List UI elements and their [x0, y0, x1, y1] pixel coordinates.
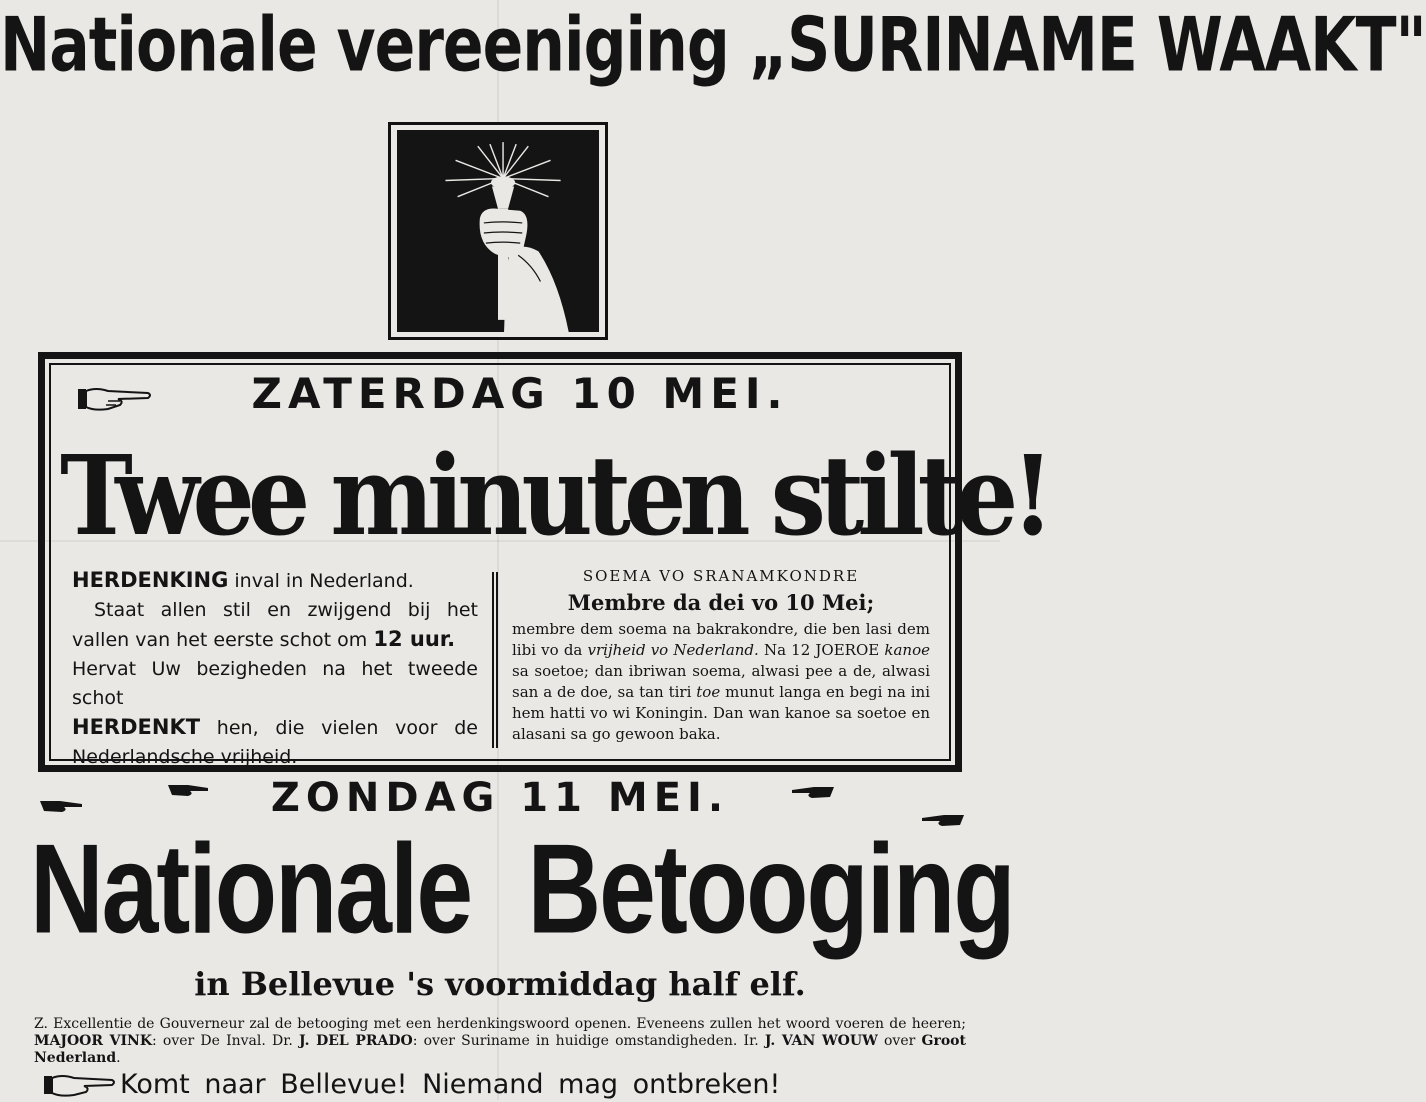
- sunday-date: ZONDAG 11 MEI.: [270, 775, 730, 821]
- commemoration-remember-bold: HERDENKT: [72, 715, 201, 739]
- sunday-program: Z. Excellentie de Gouverneur zal de betooging met een herdenkingswoord openen. Eveneens zullen het woord voeren de heeren; MAJOOR VINK: over De Inval. Dr. J. DEL PRADO: over Suriname in huidige omstandigheden. Ir. J. VAN WOUW over Groot Nederland.: [34, 1016, 966, 1066]
- commemoration-dutch-text: [72, 566, 478, 772]
- torch-hand-icon: [388, 122, 608, 340]
- closing-call: Komt naar Bellevue! Niemand mag ontbreken!: [120, 1069, 781, 1100]
- speaker-name: MAJOOR VINK: [34, 1033, 152, 1049]
- sunday-location: in Bellevue 's voormiddag half elf.: [194, 965, 806, 1003]
- speaker-name: J. DEL PRADO: [299, 1033, 413, 1049]
- column-divider: [492, 572, 498, 748]
- commemoration-resume: Hervat Uw bezigheden na het tweede schot: [72, 658, 478, 709]
- commemoration-lead-bold: HERDENKING: [72, 568, 229, 592]
- poster-title: Nationale vereeniging „SURINAME WAAKT": [0, 1, 1426, 90]
- speaker-name: J. VAN WOUW: [764, 1033, 878, 1049]
- pointing-hand-icon: [790, 784, 834, 800]
- commemoration-time: 12 uur.: [373, 627, 456, 651]
- sunday-headline: Nationale Betooging: [30, 817, 1014, 960]
- sranan-heading: SOEMA VO SRANAMKONDRE: [582, 567, 860, 585]
- commemoration-lead-rest: inval in Nederland.: [228, 570, 414, 592]
- pointing-hand-icon: [40, 798, 84, 814]
- speech-topic: Groot Nederland: [34, 1033, 966, 1066]
- sranan-subheading: Membre da dei vo 10 Mei;: [567, 590, 875, 615]
- pointing-hand-icon: [78, 383, 152, 413]
- saturday-date: ZATERDAG 10 MEI.: [251, 369, 789, 418]
- saturday-headline: Twee minuten stilte!: [60, 432, 1048, 562]
- commemoration-instruction: Staat allen stil en zwijgend bij het vallen van het eerste schot om: [72, 599, 478, 651]
- pointing-hand-icon: [168, 782, 210, 798]
- commemoration-sranan-text: [512, 566, 930, 745]
- pointing-hand-icon: [44, 1072, 116, 1098]
- commemoration-remember-rest: hen, die vielen voor de Nederlandsche vrijheid.: [72, 717, 478, 768]
- sranan-body: membre dem soema na bakrakondre, die ben lasi dem libi vo da vrijheid vo Nederland. Na 12 JOEROE kanoe sa soetoe; dan ibriwan soema, alwasi pee a de, alwasi san a de doe, sa tan tiri toe munut langa en begi na ini hem hatti vo wi Koningin. Dan wan kanoe sa soetoe en alasani sa go gewoon baka.: [512, 620, 930, 743]
